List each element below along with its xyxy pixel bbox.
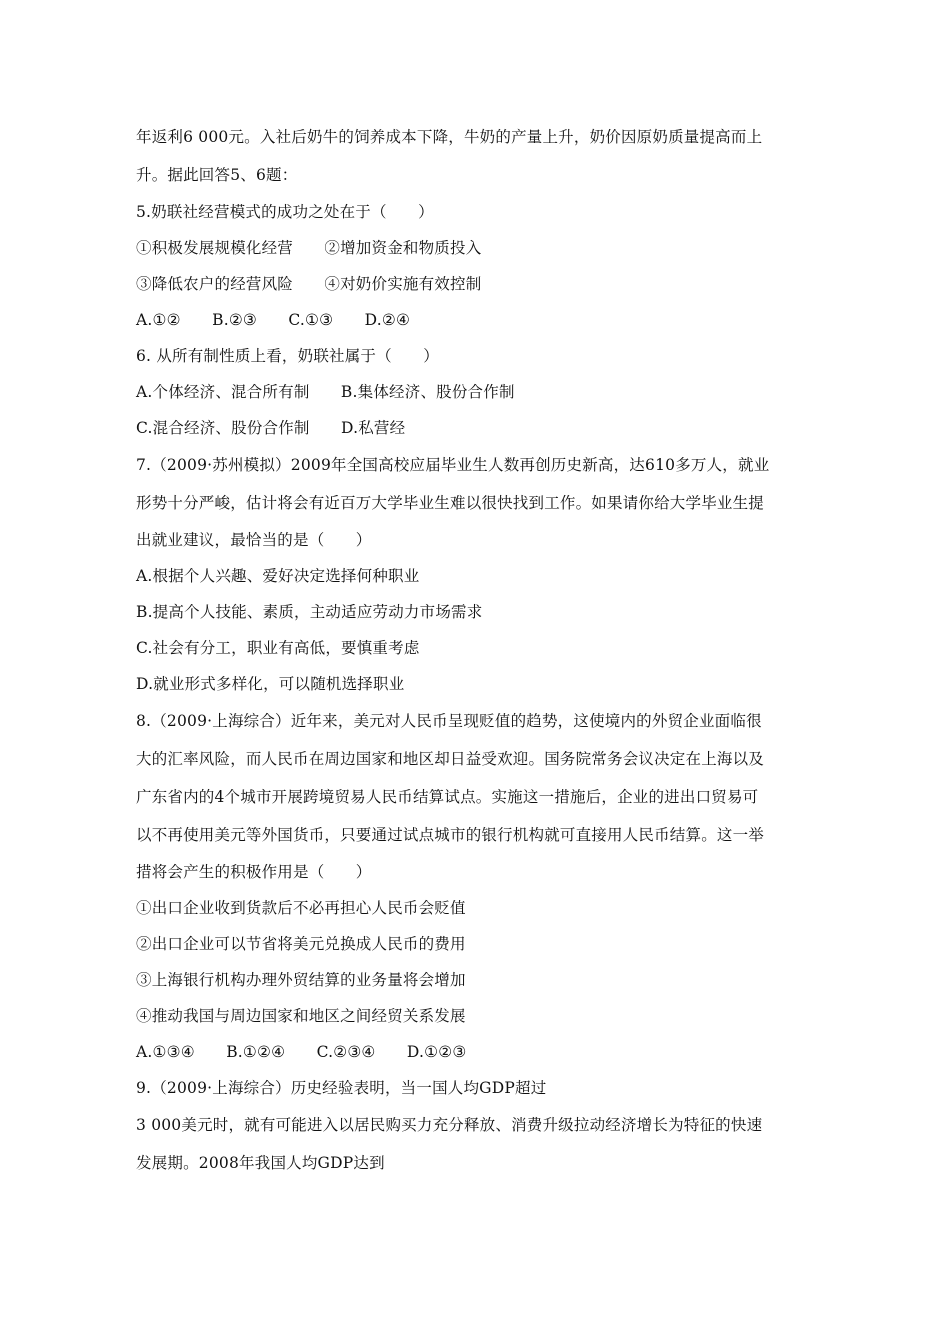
question-8-stem: 措将会产生的积极作用是（ ） [136, 863, 372, 881]
question-8-stem: 8.（2009·上海综合）近年来，美元对人民币呈现贬值的趋势，这使境内的外贸企业面临很 [136, 712, 762, 730]
question-8-statement: ③上海银行机构办理外贸结算的业务量将会增加 [136, 971, 466, 989]
question-7-option: C.社会有分工，职业有高低，要慎重考虑 [136, 639, 420, 657]
question-8-statement: ②出口企业可以节省将美元兑换成人民币的费用 [136, 935, 466, 953]
question-9-stem: 发展期。2008年我国人均GDP达到 [136, 1154, 385, 1172]
question-7-stem: 7.（2009·苏州模拟）2009年全国高校应届毕业生人数再创历史新高，达610多万人，就业 [136, 456, 770, 474]
question-8-stem: 大的汇率风险，而人民币在周边国家和地区却日益受欢迎。国务院常务会议决定在上海以及 [136, 750, 765, 768]
question-7-option: B.提高个人技能、素质，主动适应劳动力市场需求 [136, 603, 483, 621]
document-body [136, 118, 816, 1182]
question-6-stem: 6. 从所有制性质上看，奶联社属于（ ） [136, 347, 439, 365]
question-8-statement: ①出口企业收到货款后不必再担心人民币会贬值 [136, 899, 466, 917]
question-9-stem: 3 000美元时，就有可能进入以居民购买力充分释放、消费升级拉动经济增长为特征的快速 [136, 1116, 763, 1134]
text-line: 年返利6 000元。入社后奶牛的饲养成本下降，牛奶的产量上升，奶价因原奶质量提高而上 [136, 128, 763, 146]
question-7-option: A.根据个人兴趣、爱好决定选择何种职业 [136, 567, 420, 585]
question-8-stem: 广东省内的4个城市开展跨境贸易人民币结算试点。实施这一措施后，企业的进出口贸易可 [136, 788, 759, 806]
question-5-statements: ③降低农户的经营风险 ④对奶价实施有效控制 [136, 275, 482, 293]
question-8-statement: ④推动我国与周边国家和地区之间经贸关系发展 [136, 1007, 466, 1025]
question-8-stem: 以不再使用美元等外国货币，只要通过试点城市的银行机构就可直接用人民币结算。这一举 [136, 826, 765, 844]
question-9-stem: 9.（2009·上海综合）历史经验表明，当一国人均GDP超过 [136, 1079, 547, 1097]
question-7-stem: 出就业建议，最恰当的是（ ） [136, 531, 372, 549]
question-5-stem: 5.奶联社经营模式的成功之处在于（ ） [136, 203, 434, 221]
question-6-options: A.个体经济、混合所有制 B.集体经济、股份合作制 [136, 383, 515, 401]
question-8-options: A.①③④ B.①②④ C.②③④ D.①②③ [136, 1043, 467, 1061]
question-7-option: D.就业形式多样化，可以随机选择职业 [136, 675, 405, 693]
question-5-statements: ①积极发展规模化经营 ②增加资金和物质投入 [136, 239, 482, 257]
text-line: 升。据此回答5、6题： [136, 166, 298, 184]
question-5-options: A.①② B.②③ C.①③ D.②④ [136, 311, 411, 329]
question-6-options: C.混合经济、股份合作制 D.私营经 [136, 419, 406, 437]
question-7-stem: 形势十分严峻，估计将会有近百万大学毕业生难以很快找到工作。如果请你给大学毕业生提 [136, 494, 765, 512]
